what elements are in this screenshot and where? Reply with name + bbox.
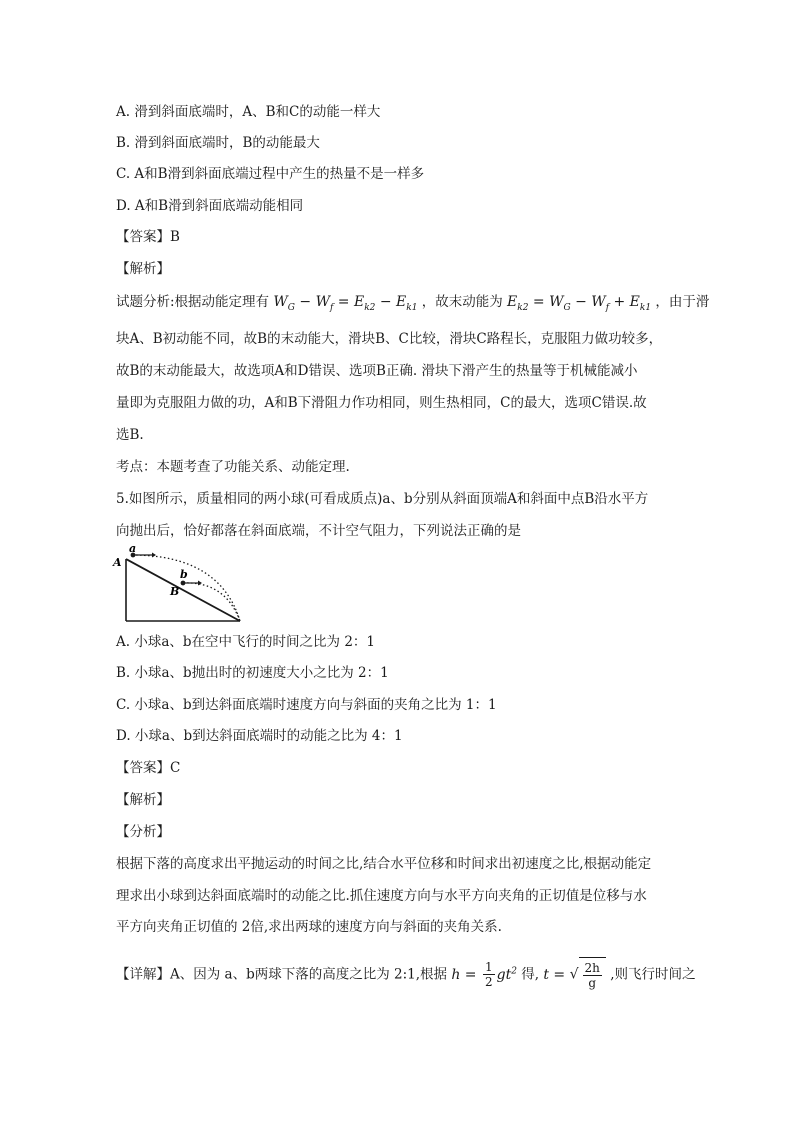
q5-fenxi-line2: 理求出小球到达斜面底端时的动能之比.抓住速度方向与水平方向夹角的正切值是位移与水 xyxy=(116,888,647,904)
label-a: a xyxy=(129,545,137,555)
formula-work-energy: $W_G - W_f = E_{k2} - E_{k1}$ xyxy=(273,294,418,313)
formula-fall-height: h = $\frac{1}{2}$ $gt^2$ xyxy=(451,960,517,990)
label-b: b xyxy=(180,568,188,581)
formula-fall-time: t = √ $\frac{2h}{g}$ xyxy=(543,967,606,983)
q4-option-d: D. A和B滑到斜面底端动能相同 xyxy=(116,198,304,214)
q4-option-b: B. 滑到斜面底端时，B的动能最大 xyxy=(116,135,320,151)
q4-key-point: 考点：本题考查了功能关系、动能定理. xyxy=(116,459,350,475)
ball-b xyxy=(181,581,186,586)
q4-answer: 【答案】B xyxy=(116,229,180,245)
q4-option-a: A. 滑到斜面底端时，A、B和C的动能一样大 xyxy=(116,104,381,120)
q5-fenxi-heading: 【分析】 xyxy=(116,824,170,840)
q5-option-a: A. 小球a、b在空中飞行的时间之比为 2：1 xyxy=(116,634,375,650)
incline-projectile-figure xyxy=(110,545,250,625)
q4-analysis-line4: 量即为克服阻力做的功，A和B下滑阻力作功相同，则生热相同，C的最大，选项C错误.故 xyxy=(116,395,647,411)
label-B: B xyxy=(170,585,180,598)
trajectory-a xyxy=(132,555,240,621)
arrowhead-a xyxy=(152,553,156,558)
q5-analysis-heading: 【解析】 xyxy=(116,792,170,808)
q4-analysis-line5: 选B. xyxy=(116,427,144,443)
q5-option-d: D. 小球a、b到达斜面底端时的动能之比为 4：1 xyxy=(116,728,403,744)
q4-analysis-line3: 故B的末动能最大，故选项A和D错误、选项B正确. 滑块下滑产生的热量等于机械能减小 xyxy=(116,363,638,379)
q4-option-c: C. A和B滑到斜面底端过程中产生的热量不是一样多 xyxy=(116,166,425,182)
q5-stem-line2: 向抛出后，恰好都落在斜面底端，不计空气阻力，下列说法正确的是 xyxy=(116,523,521,539)
label-A: A xyxy=(113,556,122,569)
q5-fenxi-line1: 根据下落的高度求出平抛运动的时间之比,结合水平位移和时间求出初速度之比,根据动能定 xyxy=(116,856,652,872)
q4-analysis-line2: 块A、B初动能不同，故B的末动能大，滑块B、C比较，滑块C路程长，克服阻力做功较多， xyxy=(116,331,663,347)
q4-analysis-heading: 【解析】 xyxy=(116,261,170,277)
q5-fenxi-line3: 平方向夹角正切值的 2倍,求出两球的速度方向与斜面的夹角关系. xyxy=(116,919,502,935)
formula-final-ke: $E_{k2} = W_G - W_f + E_{k1}$ xyxy=(507,294,652,313)
q5-answer: 【答案】C xyxy=(116,760,181,776)
q5-option-b: B. 小球a、b抛出时的初速度大小之比为 2：1 xyxy=(116,665,389,681)
q5-option-c: C. 小球a、b到达斜面底端时速度方向与斜面的夹角之比为 1：1 xyxy=(116,697,497,713)
q4-analysis-line1: 试题分析:根据动能定理有 $W_G - W_f = E_{k2} - E_{k1}$ ，故末动能为 $E_{k2} = W_G - W_f + E_{k1}$ ，由于滑 xyxy=(116,294,710,313)
q5-stem-line1: 5.如图所示，质量相同的两小球(可看成质点)a、b分别从斜面顶端A和斜面中点B沿水平方 xyxy=(116,491,649,507)
q5-detail-line: 【详解】A、因为 a、b两球下落的高度之比为 2:1,根据 h = $\frac{1}{2}$ $gt^2$ 得, t = √ $\frac{2h}{g}$ ,则飞行时间之 xyxy=(116,954,696,992)
